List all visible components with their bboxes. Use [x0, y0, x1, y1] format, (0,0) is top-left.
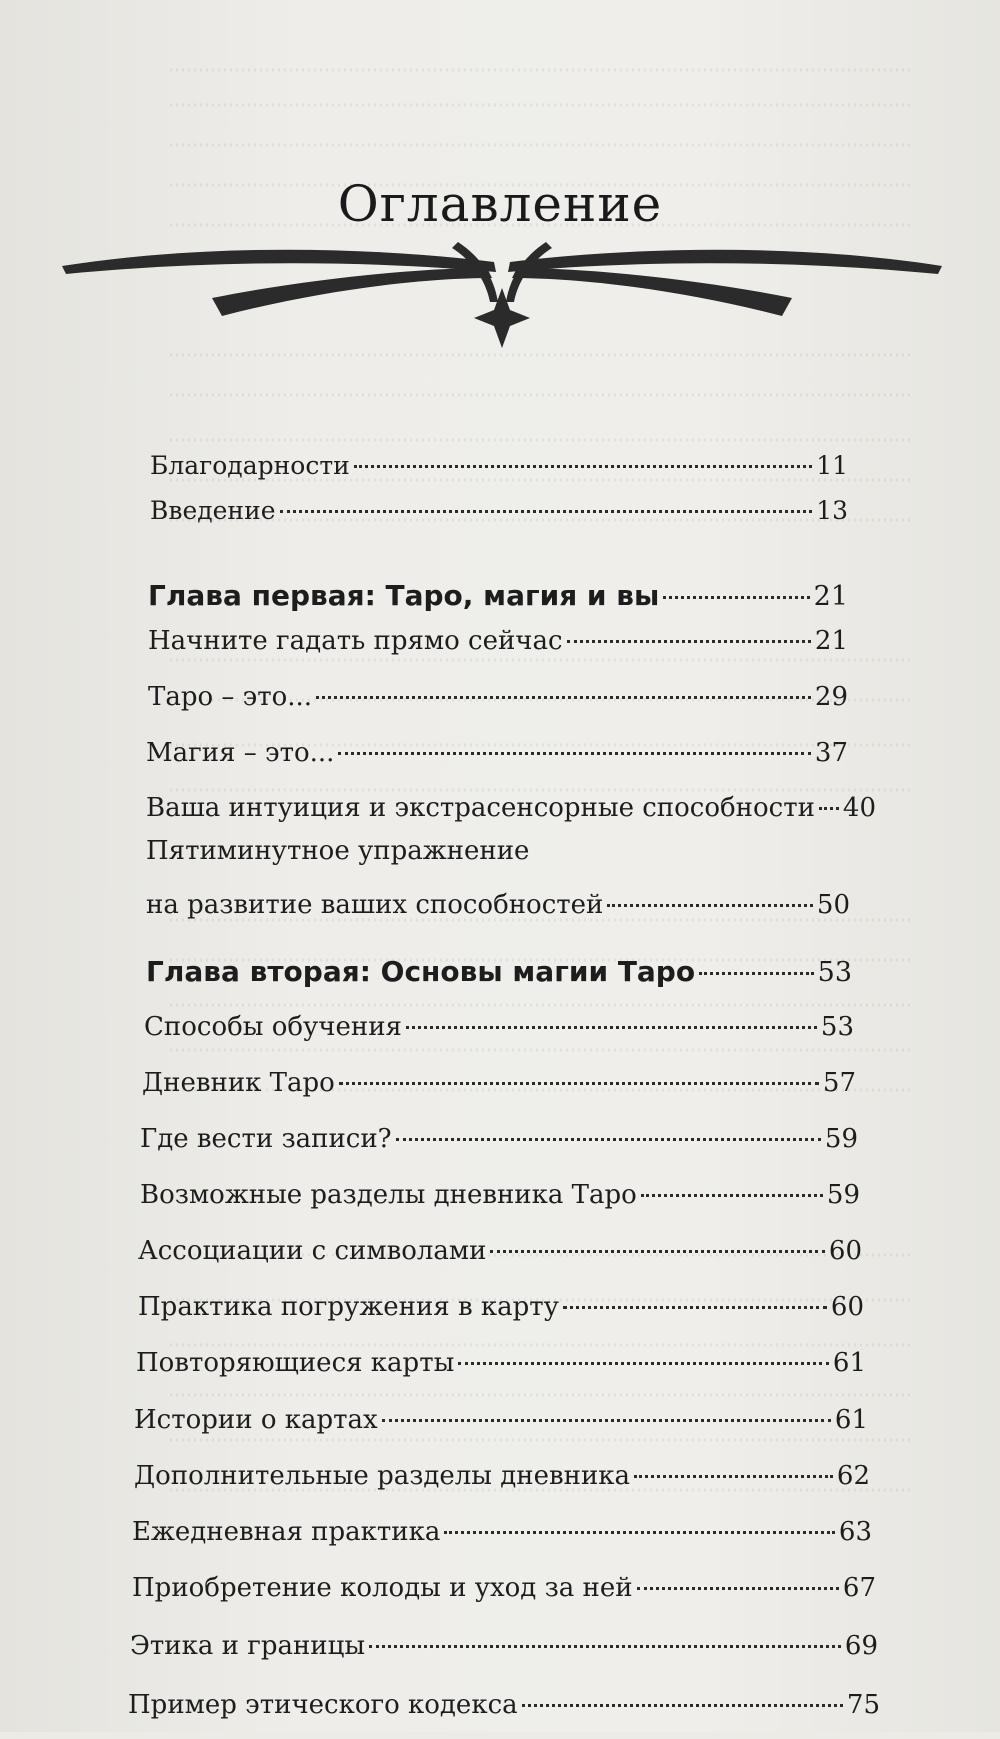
toc-entry-title-line1: Пятиминутное упражнение: [146, 836, 530, 866]
toc-entry-title: Ваша интуиция и экстрасенсорные способности: [146, 793, 815, 823]
toc-entry-page-number: 37: [814, 738, 848, 768]
toc-entry-title: Пример этического кодекса: [128, 1690, 518, 1720]
toc-entry-title: Где вести записи?: [140, 1124, 392, 1154]
toc-entry-page-number: 40: [842, 793, 876, 823]
toc-entry-title: Этика и границы: [130, 1631, 366, 1661]
dot-leader: [607, 904, 813, 907]
toc-entry-title: Магия – это...: [146, 738, 335, 768]
toc-entry-title: Глава вторая: Основы магии Таро: [146, 955, 696, 988]
dot-leader: [396, 1138, 821, 1141]
toc-entry[interactable]: [146, 738, 848, 768]
dot-leader: [406, 1026, 817, 1029]
toc-entry-page-number: 11: [816, 451, 848, 480]
toc-entry[interactable]: [142, 1068, 856, 1098]
toc-entry-title: Приобретение колоды и уход за ней: [132, 1573, 633, 1603]
dot-leader: [339, 1082, 819, 1085]
toc-entry-page-number: 50: [816, 890, 850, 920]
toc-entry-title: Дневник Таро: [142, 1068, 335, 1098]
toc-entry[interactable]: [136, 1348, 866, 1378]
dot-leader: [637, 1587, 839, 1590]
dot-leader: [316, 696, 811, 699]
toc-chapter-entry[interactable]: [146, 955, 852, 988]
toc-entry[interactable]: [130, 1631, 878, 1661]
toc-entry-title: Благодарности: [150, 451, 350, 480]
toc-entry[interactable]: [140, 1180, 860, 1210]
toc-entry-title: Практика погружения в карту: [138, 1292, 559, 1322]
toc-entry-title: Способы обучения: [144, 1012, 402, 1042]
toc-entry-page-number: 69: [844, 1631, 878, 1661]
toc-entry-page-number: 59: [824, 1124, 858, 1154]
toc-entry-page-number: 60: [830, 1292, 864, 1322]
toc-entry[interactable]: [134, 1461, 870, 1491]
toc-entry[interactable]: [138, 1236, 862, 1266]
dot-leader: [634, 1475, 833, 1478]
dot-leader: [444, 1531, 835, 1534]
toc-entry[interactable]: [150, 451, 848, 480]
dot-leader: [280, 510, 813, 513]
toc-entry[interactable]: [148, 682, 848, 712]
toc-entry-title: на развитие ваших способностей: [146, 890, 604, 920]
toc-entry[interactable]: [150, 496, 848, 525]
toc-entry-title: Введение: [150, 496, 276, 525]
toc-entry-page-number: 29: [814, 682, 848, 712]
toc-chapter-entry[interactable]: [148, 579, 848, 612]
dot-leader: [522, 1704, 843, 1707]
toc-entry-page-number: 60: [828, 1236, 862, 1266]
toc-entry[interactable]: [148, 626, 848, 656]
toc-entry-title: Возможные разделы дневника Таро: [140, 1180, 637, 1210]
toc-entry-page-number: 21: [814, 626, 848, 656]
toc-entry[interactable]: [128, 1690, 880, 1720]
toc-entry-title: Ежедневная практика: [132, 1517, 441, 1547]
toc-entry[interactable]: [140, 1124, 858, 1154]
dot-leader: [354, 465, 812, 468]
page-title: Оглавление: [337, 175, 663, 233]
dot-leader: [490, 1250, 824, 1253]
toc-entry-page-number: 53: [817, 957, 852, 988]
toc-entry-page-number: 21: [813, 581, 848, 612]
toc-entry-page-number: 67: [842, 1573, 876, 1603]
dot-leader: [458, 1362, 829, 1365]
dot-leader: [369, 1645, 841, 1648]
dot-leader: [819, 807, 839, 810]
toc-entry-page-number: 13: [816, 496, 848, 525]
dot-leader: [563, 1306, 827, 1309]
dot-leader: [641, 1194, 823, 1197]
toc-entry-page-number: 59: [826, 1180, 860, 1210]
toc-entry[interactable]: [138, 1292, 864, 1322]
toc-entry-page-number: 57: [822, 1068, 856, 1098]
toc-entry-title: Истории о картах: [134, 1405, 378, 1435]
toc-entry[interactable]: [132, 1517, 872, 1547]
toc-entry-title: Глава первая: Таро, магия и вы: [148, 579, 660, 612]
toc-entry-page-number: 75: [846, 1690, 880, 1720]
toc-entry[interactable]: [146, 793, 876, 823]
toc-entry-page-number: 61: [834, 1405, 868, 1435]
toc-entry-title: Повторяющиеся карты: [136, 1348, 455, 1378]
toc-entry[interactable]: [144, 1012, 854, 1042]
toc-entry-page-number: 61: [832, 1348, 866, 1378]
dot-leader: [699, 972, 814, 975]
dot-leader: [382, 1419, 831, 1422]
dot-leader: [567, 640, 811, 643]
toc-entry-title: Ассоциации с символами: [138, 1236, 487, 1266]
dot-leader: [663, 596, 809, 599]
toc-entry-page-number: 53: [820, 1012, 854, 1042]
toc-entry-title: Таро – это...: [148, 682, 313, 712]
toc-entry[interactable]: [146, 890, 850, 920]
toc-entry-title: Начните гадать прямо сейчас: [148, 626, 563, 656]
toc-entry-title: Дополнительные разделы дневника: [134, 1461, 631, 1491]
toc-entry[interactable]: [132, 1573, 876, 1603]
dot-leader: [338, 752, 811, 755]
toc-entry-page-number: 63: [838, 1517, 872, 1547]
toc-entry-page-number: 62: [836, 1461, 870, 1491]
toc-entry[interactable]: [134, 1405, 868, 1435]
